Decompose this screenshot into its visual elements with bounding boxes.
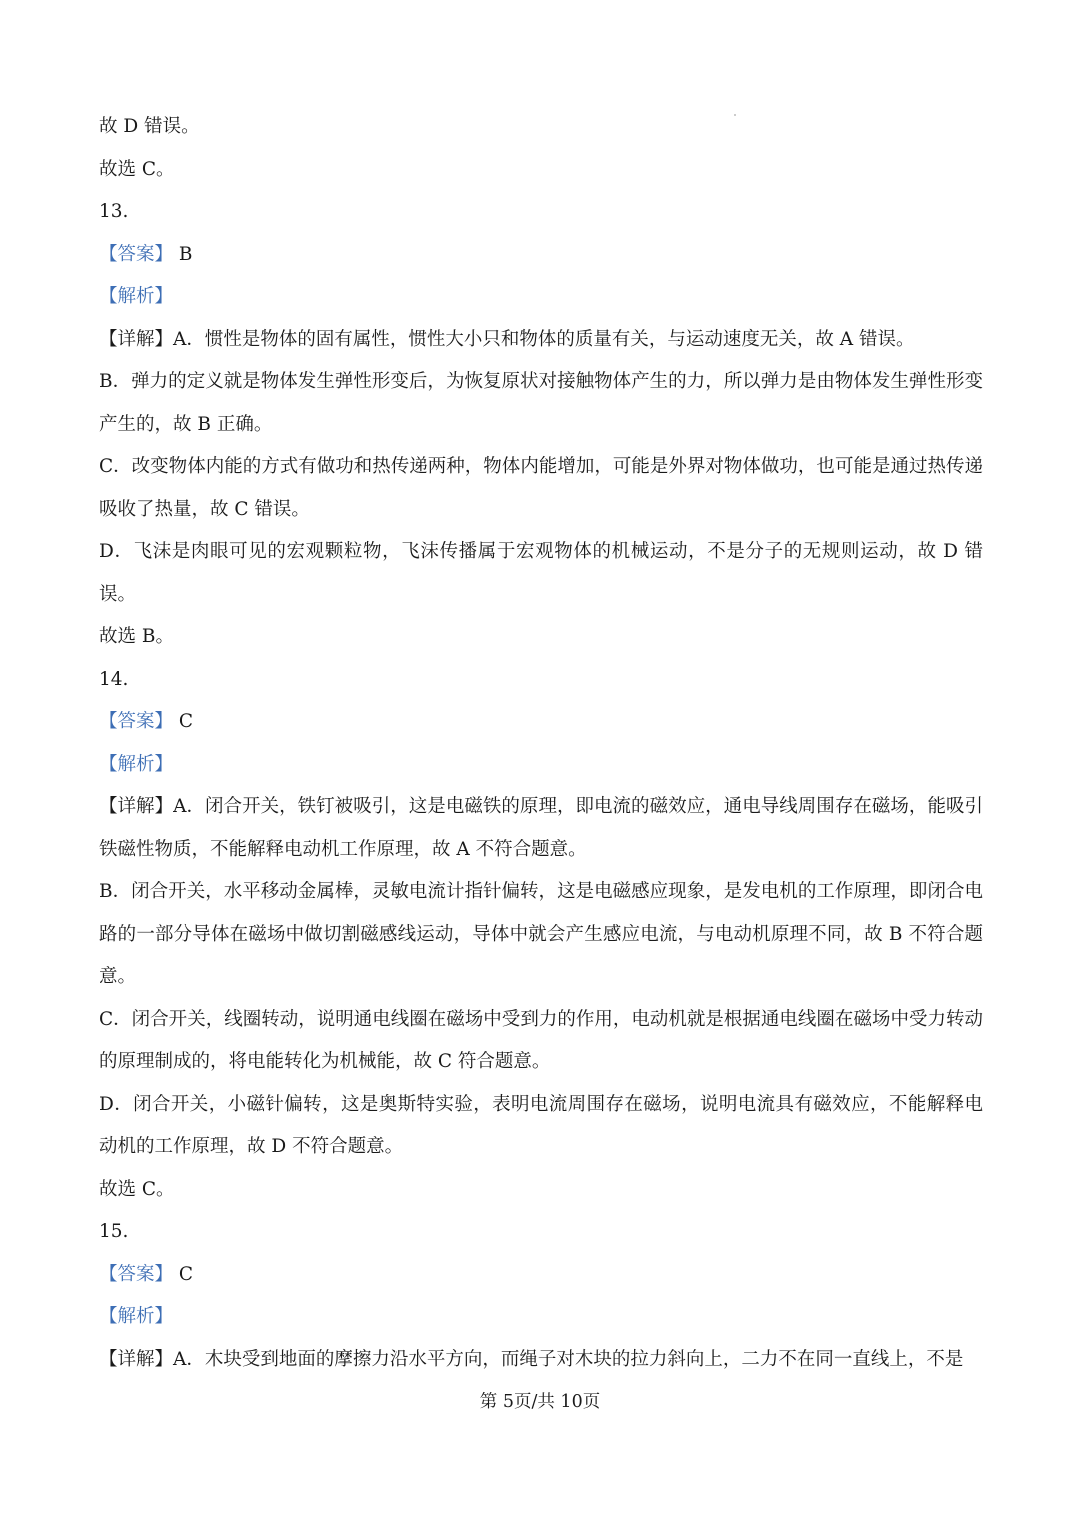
q14-number: 14.: [99, 668, 129, 690]
q14-option-c: C．闭合开关，线圈转动，说明通电线圈在磁场中受到力的作用，电动机就是根据通电线圈在磁场中受力转动的原理制成的，将电能转化为机械能，故 C 符合题意。: [99, 1008, 983, 1072]
q14-option-b: B．闭合开关，水平移动金属棒，灵敏电流计指针偏转，这是电磁感应现象，是发电机的工作原理，即闭合电路的一部分导体在磁场中做切割磁感线运动，导体中就会产生感应电流，与电动机原理不同，故 B 不符合题意。: [99, 881, 983, 987]
q14-option-d: D．闭合开关，小磁针偏转，这是奥斯特实验，表明电流周围存在磁场，说明电流具有磁效应，不能解释电动机的工作原理，故 D 不符合题意。: [99, 1093, 983, 1157]
q13-answer-row: [99, 234, 983, 277]
q13-answer-value: B: [178, 243, 193, 265]
q13-analysis-label: 【解析】: [99, 286, 174, 307]
q15-option-a-text: A．木块受到地面的摩擦力沿水平方向，而绳子对木块的拉力斜向上，二力不在同一直线上，不是: [173, 1348, 964, 1370]
q13-option-a-text: A．惯性是物体的固有属性，惯性大小只和物体的质量有关，与运动速度无关，故 A 错误。: [173, 328, 915, 350]
q15-answer-value: C: [178, 1263, 194, 1285]
q13-conclusion: 故选 B。: [99, 626, 174, 647]
q15-detail-a: [99, 1339, 983, 1382]
q14-detail-label: 【详解】: [99, 796, 174, 817]
q13-option-d: D．飞沫是肉眼可见的宏观颗粒物，飞沫传播属于宏观物体的机械运动，不是分子的无规则运动，故 D 错误。: [99, 541, 983, 605]
q15-answer-label: 【答案】: [99, 1263, 174, 1285]
page-footer: 第 5页/共 10页: [479, 1392, 601, 1412]
q14-conclusion: 故选 C。: [99, 1178, 175, 1200]
q14-option-a-text: A．闭合开关，铁钉被吸引，这是电磁铁的原理，即电流的磁效应，通电导线周围存在磁场，能吸引铁磁性物质，不能解释电动机工作原理，故 A 不符合题意。: [99, 796, 983, 860]
q14-analysis-row: [99, 744, 983, 787]
q14-answer-row: [99, 701, 983, 744]
q13-number: 13.: [99, 201, 129, 222]
q15-analysis-row: [99, 1296, 983, 1339]
q14-answer-label: 【答案】: [99, 711, 174, 732]
q14-detail-a: [99, 786, 983, 871]
q13-answer-label: 【答案】: [99, 243, 174, 265]
q13-detail-label: 【详解】: [99, 328, 174, 350]
q14-analysis-label: 【解析】: [99, 753, 174, 775]
page-content: [99, 106, 983, 1381]
q13-option-c: C．改变物体内能的方式有做功和热传递两种，物体内能增加，可能是外界对物体做功，也可能是通过热传递吸收了热量，故 C 错误。: [99, 456, 983, 520]
q15-answer-row: [99, 1254, 983, 1297]
q13-detail-a: [99, 319, 983, 362]
q13-analysis-row: [99, 276, 983, 319]
intro-line-1: 故 D 错误。: [99, 116, 200, 137]
q15-number: 15.: [99, 1221, 129, 1242]
q14-answer-value: C: [178, 711, 194, 732]
q13-option-b: B．弹力的定义就是物体发生弹性形变后，为恢复原状对接触物体产生的力，所以弹力是由物体发生弹性形变产生的，故 B 正确。: [99, 371, 983, 435]
q15-analysis-label: 【解析】: [99, 1306, 174, 1327]
q15-detail-label: 【详解】: [99, 1348, 174, 1370]
intro-line-2: 故选 C。: [99, 158, 175, 180]
